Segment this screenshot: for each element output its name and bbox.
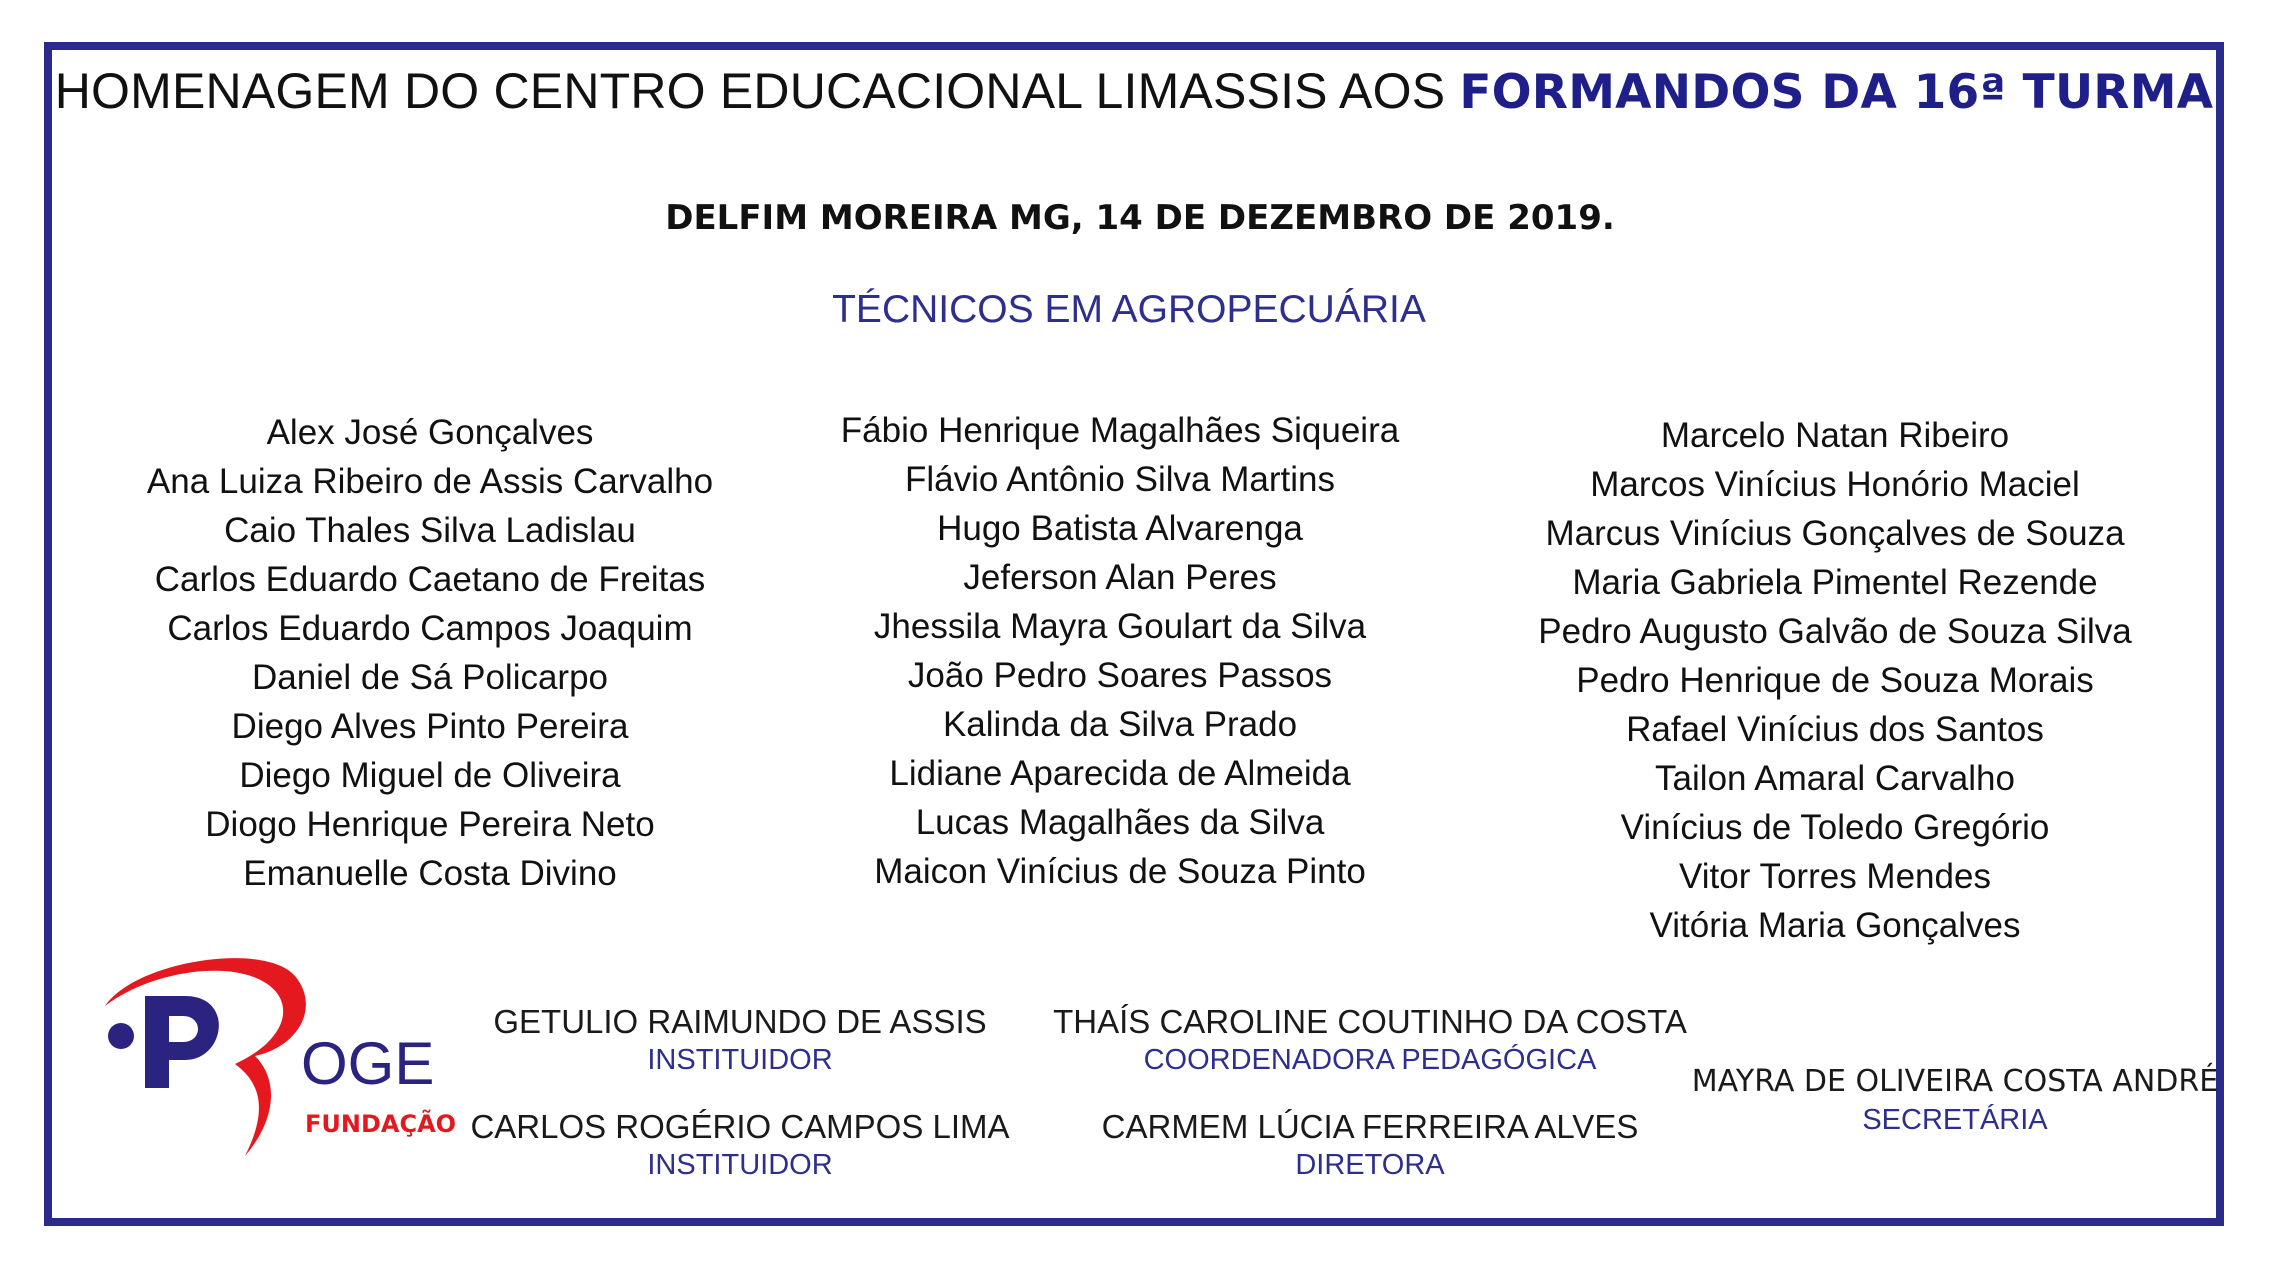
graduate-name: Marcus Vinícius Gonçalves de Souza (1545, 514, 2125, 553)
svg-text:FUNDAÇÃO: FUNDAÇÃO (305, 1110, 457, 1138)
graduate-name: Jeferson Alan Peres (963, 558, 1277, 597)
graduate-name: Hugo Batista Alvarenga (937, 509, 1303, 548)
signature-thais (1040, 1002, 1700, 1078)
graduates-column-2 (780, 406, 1460, 896)
graduates-column-1 (90, 408, 770, 898)
graduate-name: Carlos Eduardo Campos Joaquim (167, 609, 693, 648)
roge-logo-icon (95, 946, 457, 1196)
graduate-name: Jhessila Mayra Goulart da Silva (873, 607, 1367, 646)
graduate-name: Diego Miguel de Oliveira (239, 756, 621, 795)
svg-text:OGE: OGE (301, 1030, 435, 1097)
graduate-name: Vitória Maria Gonçalves (1649, 906, 2021, 945)
signature-getulio (470, 1002, 1010, 1078)
graduate-name: Maria Gabriela Pimentel Rezende (1572, 563, 2098, 602)
signatory-name: MAYRA DE OLIVEIRA COSTA ANDRÉ (1691, 1064, 2219, 1099)
graduate-name: Lidiane Aparecida de Almeida (889, 754, 1351, 793)
event-date: DELFIM MOREIRA MG, 14 DE DEZEMBRO DE 2019. (665, 198, 1615, 238)
graduate-name: Daniel de Sá Policarpo (251, 658, 609, 697)
title-highlight: FORMANDOS DA 16ª TURMA (1459, 65, 2214, 120)
graduate-name: Kalinda da Silva Prado (942, 705, 1298, 744)
signatory-name: GETULIO RAIMUNDO DE ASSIS (493, 1003, 987, 1040)
fundacao-roge-logo (95, 946, 457, 1196)
signatory-name: CARLOS ROGÉRIO CAMPOS LIMA (470, 1108, 1010, 1145)
graduate-name: Maicon Vinícius de Souza Pinto (874, 852, 1366, 891)
graduate-name: Diego Alves Pinto Pereira (231, 707, 629, 746)
graduate-name: Diogo Henrique Pereira Neto (205, 805, 655, 844)
page-title (0, 62, 2268, 120)
graduate-name: Vinícius de Toledo Gregório (1620, 808, 2050, 847)
signatory-name: CARMEM LÚCIA FERREIRA ALVES (1101, 1108, 1639, 1145)
graduates-column-3 (1490, 411, 2180, 950)
signatory-role: DIRETORA (1295, 1149, 1445, 1181)
signature-mayra (1680, 1062, 2230, 1138)
graduate-name: Lucas Magalhães da Silva (915, 803, 1325, 842)
graduate-name: Alex José Gonçalves (266, 413, 594, 452)
graduate-name: Tailon Amaral Carvalho (1655, 759, 2015, 798)
signatory-role: COORDENADORA PEDAGÓGICA (1143, 1044, 1597, 1076)
signatory-role: INSTITUIDOR (647, 1149, 833, 1181)
title-prefix: HOMENAGEM DO CENTRO EDUCACIONAL LIMASSIS AOS (54, 63, 1460, 119)
graduate-name: Flávio Antônio Silva Martins (905, 460, 1335, 499)
signature-carlos (460, 1107, 1020, 1183)
graduate-name: Carlos Eduardo Caetano de Freitas (154, 560, 706, 599)
graduate-name: João Pedro Soares Passos (907, 656, 1333, 695)
graduate-name: Emanuelle Costa Divino (243, 854, 617, 893)
signatory-role: SECRETÁRIA (1862, 1104, 2048, 1136)
graduate-name: Rafael Vinícius dos Santos (1626, 710, 2044, 749)
signature-carmem (1080, 1107, 1660, 1183)
graduate-name: Marcos Vinícius Honório Maciel (1590, 465, 2080, 504)
signatory-role: INSTITUIDOR (647, 1044, 833, 1076)
graduate-name: Pedro Henrique de Souza Morais (1576, 661, 2094, 700)
graduate-name: Vitor Torres Mendes (1679, 857, 1991, 896)
graduate-name: Ana Luiza Ribeiro de Assis Carvalho (146, 462, 714, 501)
graduate-name: Fábio Henrique Magalhães Siqueira (840, 411, 1400, 450)
course-name: TÉCNICOS EM AGROPECUÁRIA (832, 288, 1426, 331)
graduate-name: Caio Thales Silva Ladislau (224, 511, 636, 550)
signatory-name: THAÍS CAROLINE COUTINHO DA COSTA (1053, 1003, 1687, 1040)
graduate-name: Marcelo Natan Ribeiro (1660, 416, 2010, 455)
graduate-name: Pedro Augusto Galvão de Souza Silva (1538, 612, 2132, 651)
